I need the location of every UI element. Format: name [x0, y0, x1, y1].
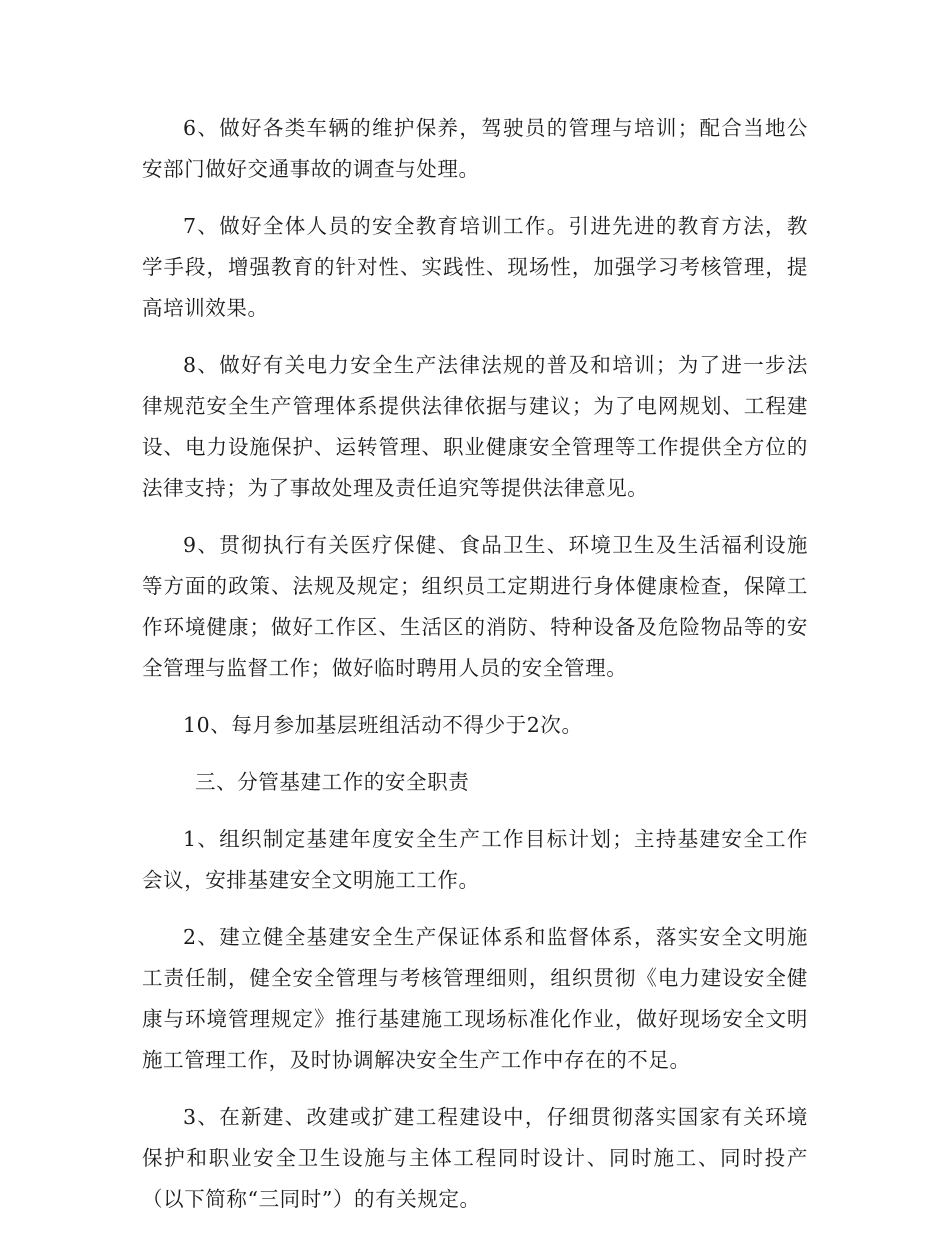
paragraph-10-team-activities: 10、每月参加基层班组活动不得少于2次。	[183, 713, 583, 737]
paragraph-1-annual-plan: 1、组织制定基建年度安全生产工作目标计划；主持基建安全工作会议，安排基建安全文明施工工作。	[142, 827, 808, 892]
paragraph-2-safety-system: 2、建立健全基建安全生产保证体系和监督体系，落实安全文明施工责任制，健全安全管理与考核管理细则，组织贯彻《电力建设安全健康与环境管理规定》推行基建施工现场标准化作业，做好现场安全文明施工管理工作，及时协调解决安全生产工作中存在的不足。	[142, 925, 808, 1072]
paragraph-9-health: 9、贯彻执行有关医疗保健、食品卫生、环境卫生及生活福利设施等方面的政策、法规及规定；组织员工定期进行身体健康检查，保障工作环境健康；做好工作区、生活区的消防、特种设备及危险物品等的安全管理与监督工作；做好临时聘用人员的安全管理。	[142, 533, 808, 680]
paragraph-3-three-simultaneous: 3、在新建、改建或扩建工程建设中，仔细贯彻落实国家有关环境保护和职业安全卫生设施与主体工程同时设计、同时施工、同时投产（以下简称“三同时”）的有关规定。	[142, 1105, 808, 1211]
section-heading-infrastructure: 三、分管基建工作的安全职责	[195, 770, 470, 794]
document-body	[142, 108, 808, 1236]
paragraph-6-vehicles: 6、做好各类车辆的维护保养，驾驶员的管理与培训；配合当地公安部门做好交通事故的调查与处理。	[142, 116, 808, 181]
paragraph-8-legal: 8、做好有关电力安全生产法律法规的普及和培训；为了进一步法律规范安全生产管理体系提供法律依据与建议；为了电网规划、工程建设、电力设施保护、运转管理、职业健康安全管理等工作提供全方位的法律支持；为了事故处理及责任追究等提供法律意见。	[142, 353, 808, 500]
paragraph-7-training: 7、做好全体人员的安全教育培训工作。引进先进的教育方法，教学手段，增强教育的针对性、实践性、现场性，加强学习考核管理，提高培训效果。	[142, 214, 808, 320]
